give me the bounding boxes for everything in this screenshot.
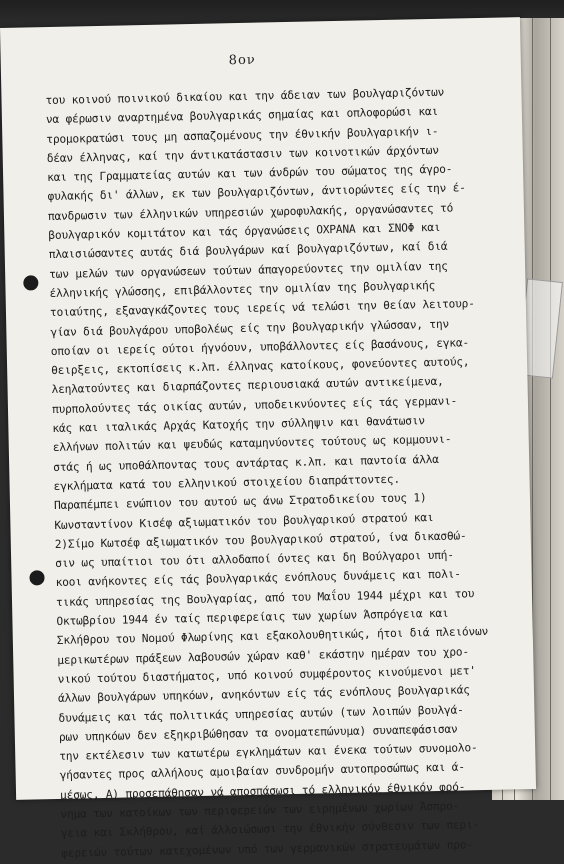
- document-line: σιν ως υπαίτιοι του ότι αλλοδαποί όντες και δη Βούλγαροι υπή-: [55, 548, 454, 571]
- document-line: γήσαντες προς αλλήλους αμοιβαίαν συνδρομήν αυτοπροσώπως και ά-: [59, 760, 465, 783]
- document-line: την εκτέλεσιν των κατωτέρω εγκλημάτων και ένεκα τούτων συνομολο-: [59, 741, 478, 764]
- document-line: Κωνσταντίνον Κισέφ αξιωματικόν του βουλγαρικού στρατού και: [54, 510, 434, 532]
- document-line: οποίαν οι ιερείς ούτοι ήγνόουν, υποβάλλοντες είς βασάνους, εγκα-: [50, 336, 470, 358]
- document-page: [0, 17, 536, 860]
- document-line: νικού τούτου διαστήματος, υπό κοινού συμφέροντος κινούμενοι μετ': [57, 664, 476, 686]
- document-line: δέαν έλληνας, καί την άντικατάστασιν των κοινοτικών άρχόντων: [46, 143, 439, 165]
- document-line: πανδρωσιν των έλληνικών υπηρεσιών χωροφυλακής, οργανώσαντες τό: [47, 201, 454, 223]
- page-number: 8ον: [228, 52, 256, 69]
- document-line: γεια και Σκλήθρου, καί άλλοιώσωσι την έθνικήν σύνθεσιν των περι-: [60, 818, 480, 841]
- document-line: ρων υπηκόων δεν εξηκριβώθησαν τα ονοματεπώνυμα) συναπεφάσισαν: [58, 722, 458, 744]
- document-line: πυρπολούντες τάς οικίας αυτών, υποδεικνύοντες είς τάς γερμανι-: [51, 394, 458, 416]
- punch-hole: [23, 275, 38, 290]
- document-line: βουλγαρικόν κομιτάτον και τάς όργανώσεις ΟΧΡΑΝΑ και ΣΝΟΦ και: [48, 220, 441, 243]
- document-line: μέσως, Α) προσεπάθησαν νά αποσπάσωσι τό ελληνικόν έθνικόν φρό-: [59, 780, 466, 802]
- document-line: δυνάμεις και τάς πολιτικάς υπηρεσίας αυτών (των λοιπών βουλγά-: [58, 702, 464, 725]
- document-line: κοοι ανήκοντες είς τάς βουλγαρικάς ενόπλους δυνάμεις και πολι-: [55, 567, 461, 590]
- document-line: φυλακής δι' άλλων, εκ των βουλγαριζόντων, άντιορώντες είς την έ-: [47, 181, 466, 204]
- punch-hole: [29, 570, 44, 585]
- document-line: ελλήνων πολιτών και ψευδώς καταμηνύοντες τούτους ως κομμουνι-: [52, 432, 452, 455]
- document-line: άλλων βουλγάρων υπηκόων, ανηκόντων είς τάς ενόπλους βουλγαρικάς: [57, 683, 470, 706]
- document-line: Σκλήθρου του Νομού Φλωρίνης και εξακολουθητικώς, ήτοι διά πλειόνων: [56, 625, 489, 648]
- document-line: γίαν διά βουλγάρου υποβολέως είς την βουλγαρικήν γλώσσαν, την: [50, 317, 450, 339]
- document-line: κάς και ιταλικάς Αρχάς Κατοχής την σύλληψιν και θανάτωσιν: [52, 414, 425, 436]
- document-line: και της Γραμματείας αυτών και των άνδρών του σώματος της άγρο-: [47, 162, 453, 185]
- document-line: έλληνικής γλώσσης, επιβάλλοντες την ομιλίαν της βουλγαρικής: [49, 278, 436, 300]
- document-line: πλαισιώσαντες αυτάς διά βουλγάρων καί βουλγαριζόντων, καί διά: [48, 240, 448, 262]
- document-line: Παραπέμπει ενώπιον του αυτού ως άνω Στρατοδικείου τους 1): [53, 491, 427, 513]
- document-line: των μελών των οργανώσεων τούτων άπαγορεύοντες την ομιλίαν της: [49, 259, 448, 281]
- document-body: [45, 81, 521, 862]
- document-line: μερικωτέρων πράξεων λαβουσών χώραν καθ' εκάστην ημέραν του χρο-: [57, 644, 470, 667]
- document-line: θειρξεις, εκτοπίσεις κ.λπ. έλληνας κατοίκους, φονεύοντες αυτούς,: [51, 355, 470, 378]
- document-line: στάς ή ως υποθάλποντας τους αντάρτας κ.λπ. και παντοία άλλα: [53, 452, 439, 474]
- document-line: 2)Σίμο Κωτσέφ αξιωματικόν του βουλγαρικού στρατού, ίνα δικασθώ-: [54, 529, 467, 551]
- document-line: Οκτωβρίου 1944 έν ταίς περιφερείαις των χωρίων Άσπρόγεια και: [56, 606, 449, 628]
- document-line: λεηλατούντες και διαρπάζοντες περιουσιακά αυτών αντικείμενα,: [51, 375, 444, 397]
- document-line: εγκλήματα κατά του ελληνικού στοιχείου διαπράττοντες.: [53, 472, 401, 493]
- document-line: νημα των κατοίκων των περιφερειών των ειρημένων χωρίων Άσπρο-: [60, 799, 460, 821]
- document-line: φερειών τούτων κατεχομένων υπό των γερμανικών στρατευμάτων προ-: [61, 837, 474, 860]
- document-line: να φέρωσιν αναρτημένα βουλγαρικάς σημαίας και οπλοφορώσι και: [45, 105, 439, 127]
- document-line: τικάς υπηρεσίας της Βουλγαρίας, από του Μαΐου 1944 μέχρι και του: [55, 586, 475, 609]
- document-line: τρομοκρατώσι τους μη ασπαζομένους την έθνικήν βουλγαρικήν ι-: [46, 124, 439, 146]
- document-line: τοιαύτης, εξαναγκάζοντες τους ιερείς νά τελώσι την θείαν λειτουρ-: [49, 297, 475, 320]
- document-line: του κοινού ποινικού δικαίου και την άδειαν των βουλγαριζόντων: [45, 85, 445, 108]
